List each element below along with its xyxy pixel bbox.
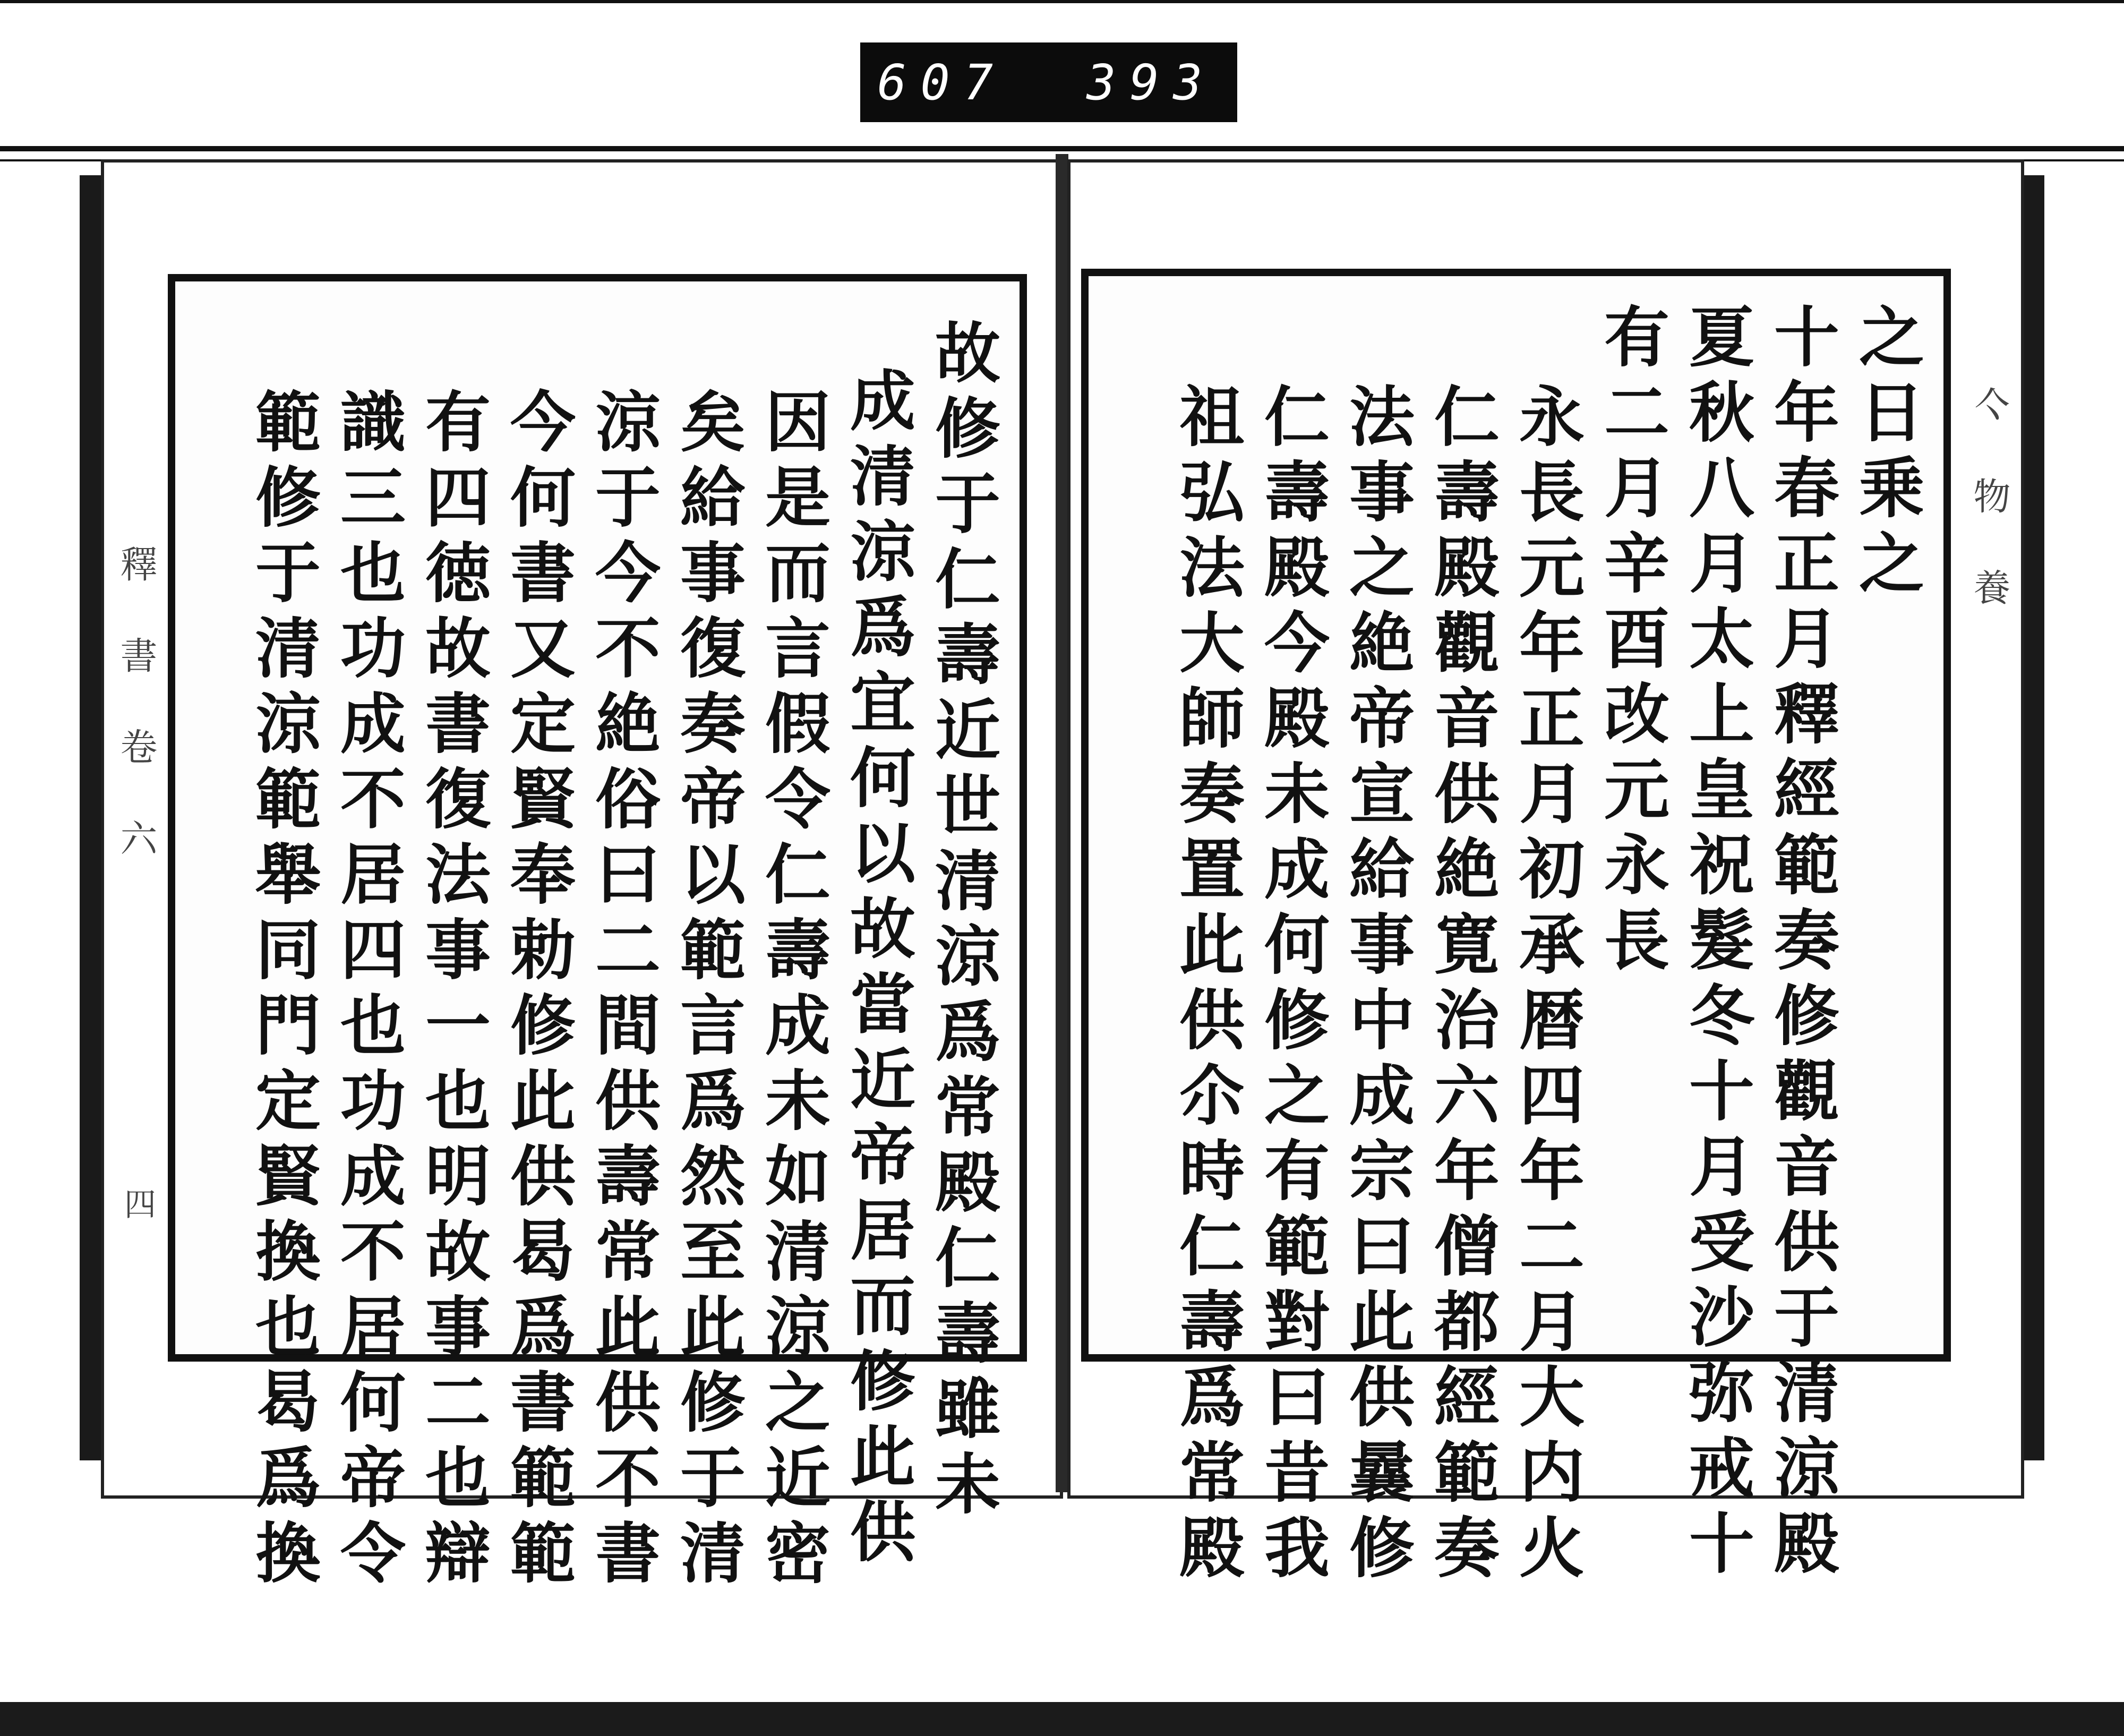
- text-column: 永長元年正月初承暦四年二月大内火: [1508, 382, 1585, 1589]
- text-column: 範修于清涼範舉同門定賢換也曷爲換: [244, 388, 321, 1594]
- text-column: 矣給事復奏帝以範言爲然至此修于清: [669, 388, 746, 1594]
- scan-edge-top: [0, 0, 2124, 3]
- text-column: 仁壽殿觀音供絶寛治六年僧都經範奏: [1423, 382, 1500, 1589]
- catalog-number-right: 393: [1086, 54, 1217, 111]
- text-column: 涼于今不絶俗曰二間供壽常此供不書: [584, 388, 661, 1594]
- page-number: 四: [119, 1187, 156, 1225]
- margin-title: 亽 物 養: [1967, 386, 2011, 611]
- right-page: [1067, 159, 2024, 1589]
- text-column: 之日乗之: [1848, 303, 1924, 604]
- left-page-frame: [168, 274, 1027, 1594]
- text-column: 祖弘法大師奏置此供尒時仁壽爲常殿: [1168, 382, 1245, 1589]
- text-column: 成清涼爲宜何以故當近帝居而修此供: [839, 366, 915, 1573]
- catalog-number-left: 607: [877, 54, 1007, 111]
- text-column: 因是而言假令仁壽成未如清涼之近密: [754, 388, 830, 1594]
- text-column: 十年春正月釋經範奏修觀音供于清涼殿: [1763, 303, 1839, 1585]
- left-page: [101, 159, 1063, 1594]
- text-column: 識三也功成不居四也功成不居何帝令: [329, 388, 406, 1594]
- text-column: 有二月辛酉改元永長: [1593, 303, 1669, 981]
- margin-title: 釋 書 卷 六: [114, 545, 158, 861]
- open-book: [80, 154, 2044, 1594]
- text-column: 法事之絶帝宣給事中成宗曰此供曩修: [1338, 382, 1415, 1589]
- catalog-number-label: [860, 42, 1237, 122]
- text-column: 有四徳故書復法事一也明故事二也辯: [414, 388, 491, 1594]
- right-page-frame: [1081, 269, 1951, 1589]
- text-column: 故修于仁壽近世清涼爲常殿仁壽雖未: [924, 319, 1000, 1525]
- book-gutter: [1056, 154, 1068, 1492]
- scan-rule: [0, 146, 2124, 151]
- text-column: 夏秋八月太上皇祝髮冬十月受沙弥戒十: [1678, 303, 1754, 1585]
- text-column: 仁壽殿今殿未成何修之有範對曰昔我: [1253, 382, 1330, 1589]
- text-column: 今何書又定賢奉勅修此供曷爲書範範: [499, 388, 576, 1594]
- scan-edge-bottom: [0, 1702, 2124, 1736]
